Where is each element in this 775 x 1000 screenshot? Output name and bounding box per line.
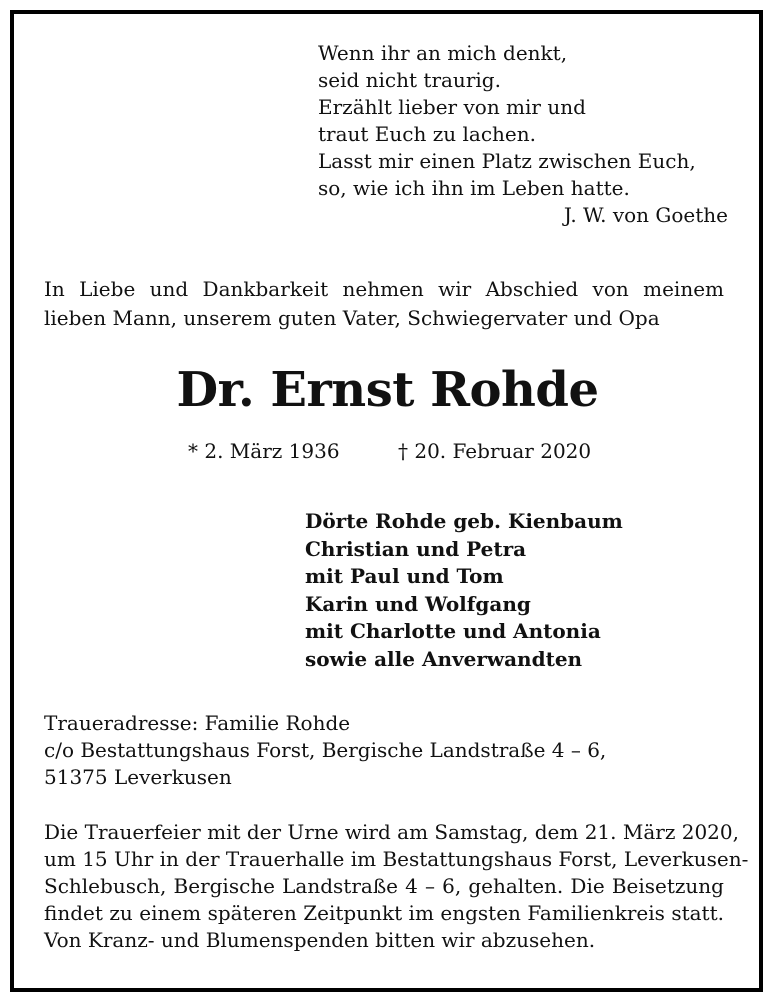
- death-date: † 20. Februar 2020: [398, 439, 592, 463]
- mourner-entry: mit Paul und Tom: [305, 564, 504, 588]
- service-info: [44, 819, 749, 954]
- intro-text: [44, 275, 724, 333]
- intro-line: In Liebe und Dankbarkeit nehmen wir Abschied von meinem: [44, 277, 724, 301]
- deceased-name: Dr. Ernst Rohde: [176, 362, 599, 418]
- mourner-entry: Christian und Petra: [305, 536, 527, 561]
- service-line: Von Kranz- und Blumenspenden bitten wir abzusehen.: [44, 928, 596, 952]
- mourners-list: [305, 508, 623, 673]
- service-line: Schlebusch, Bergische Landstraße 4 – 6, gehalten. Die Beisetzung: [44, 874, 724, 898]
- mourner-entry: Dörte Rohde geb. Kienbaum: [305, 509, 623, 533]
- intro-line: lieben Mann, unserem guten Vater, Schwiegervater und Opa: [44, 306, 660, 330]
- poem-line: so, wie ich ihn im Leben hatte.: [318, 176, 630, 200]
- poem-line: traut Euch zu lachen.: [318, 122, 536, 146]
- mourner-entry: Karin und Wolfgang: [305, 591, 531, 616]
- poem-line: seid nicht traurig.: [318, 68, 501, 92]
- poem-line: Wenn ihr an mich denkt,: [318, 41, 568, 65]
- poem-block: [318, 40, 728, 229]
- mourning-address: [44, 710, 606, 791]
- service-line: um 15 Uhr in der Trauerhalle im Bestattungshaus Forst, Leverkusen-: [44, 847, 749, 871]
- mourner-entry: sowie alle Anverwandten: [305, 646, 583, 671]
- service-line: findet zu einem späteren Zeitpunkt im engsten Familienkreis statt.: [44, 901, 724, 925]
- poem-author: J. W. von Goethe: [563, 203, 728, 227]
- poem-line: Lasst mir einen Platz zwischen Euch,: [318, 149, 696, 173]
- address-line: c/o Bestattungshaus Forst, Bergische Landstraße 4 – 6,: [44, 738, 607, 762]
- service-line: Die Trauerfeier mit der Urne wird am Samstag, dem 21. März 2020,: [44, 820, 739, 844]
- address-line: Traueradresse: Familie Rohde: [44, 711, 351, 735]
- birth-date: * 2. März 1936: [188, 439, 340, 463]
- address-line: 51375 Leverkusen: [44, 765, 232, 789]
- mourner-entry: mit Charlotte und Antonia: [305, 619, 601, 643]
- poem-line: Erzählt lieber von mir und: [318, 95, 586, 119]
